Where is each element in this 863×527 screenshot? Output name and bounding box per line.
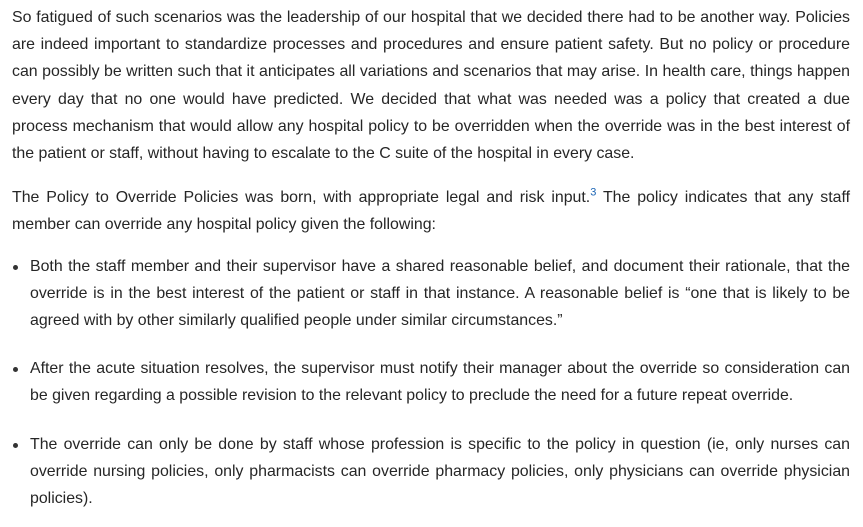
paragraph-policy-override	[12, 184, 850, 238]
list-item	[12, 355, 850, 409]
paragraph-text-before-reference: The Policy to Override Policies was born, with appropriate legal and risk input.	[12, 189, 591, 207]
reference-3-link[interactable]: 3	[590, 186, 597, 199]
list-item-text: After the acute situation resolves, the supervisor must notify their manager about the override so consideration can be given regarding a possible revision to the relevant policy to preclude the need for a future repeat override.	[30, 360, 850, 405]
list-item	[12, 431, 850, 513]
paragraph-hospital-leadership: So fatigued of such scenarios was the leadership of our hospital that we decided there had to be another way. Policies are indeed important to standardize processes and procedures and ensure patient safety. But no policy or procedure can possibly be written such that it anticipates all variations and scenarios that may arise. In health care, things happen every day that no one would have predicted. We decided that what was needed was a policy that created a due process mechanism that would allow any hospital policy to be overridden when the override was in the best interest of the patient or staff, without having to escalate to the C suite of the hospital in every case.	[12, 9, 850, 163]
override-conditions-list	[12, 253, 863, 513]
list-item-text: Both the staff member and their supervisor have a shared reasonable belief, and document their rationale, that the override is in the best interest of the patient or staff in that instance. A reasonable belief is “one that is likely to be agreed with by other similarly qualified people under similar circumstances.”	[30, 257, 850, 330]
bullet-dot-icon	[13, 367, 18, 372]
bullet-dot-icon	[13, 443, 18, 448]
paragraph-text-after-reference: The policy indicates that any staff member can override any hospital policy given the following:	[12, 189, 850, 234]
list-item	[12, 253, 850, 335]
list-item-text: The override can only be done by staff whose profession is specific to the policy in question (ie, only nurses can override nursing policies, only pharmacists can override pharmacy policies, only physicians can override physician policies).	[30, 435, 850, 508]
bullet-dot-icon	[13, 265, 18, 270]
